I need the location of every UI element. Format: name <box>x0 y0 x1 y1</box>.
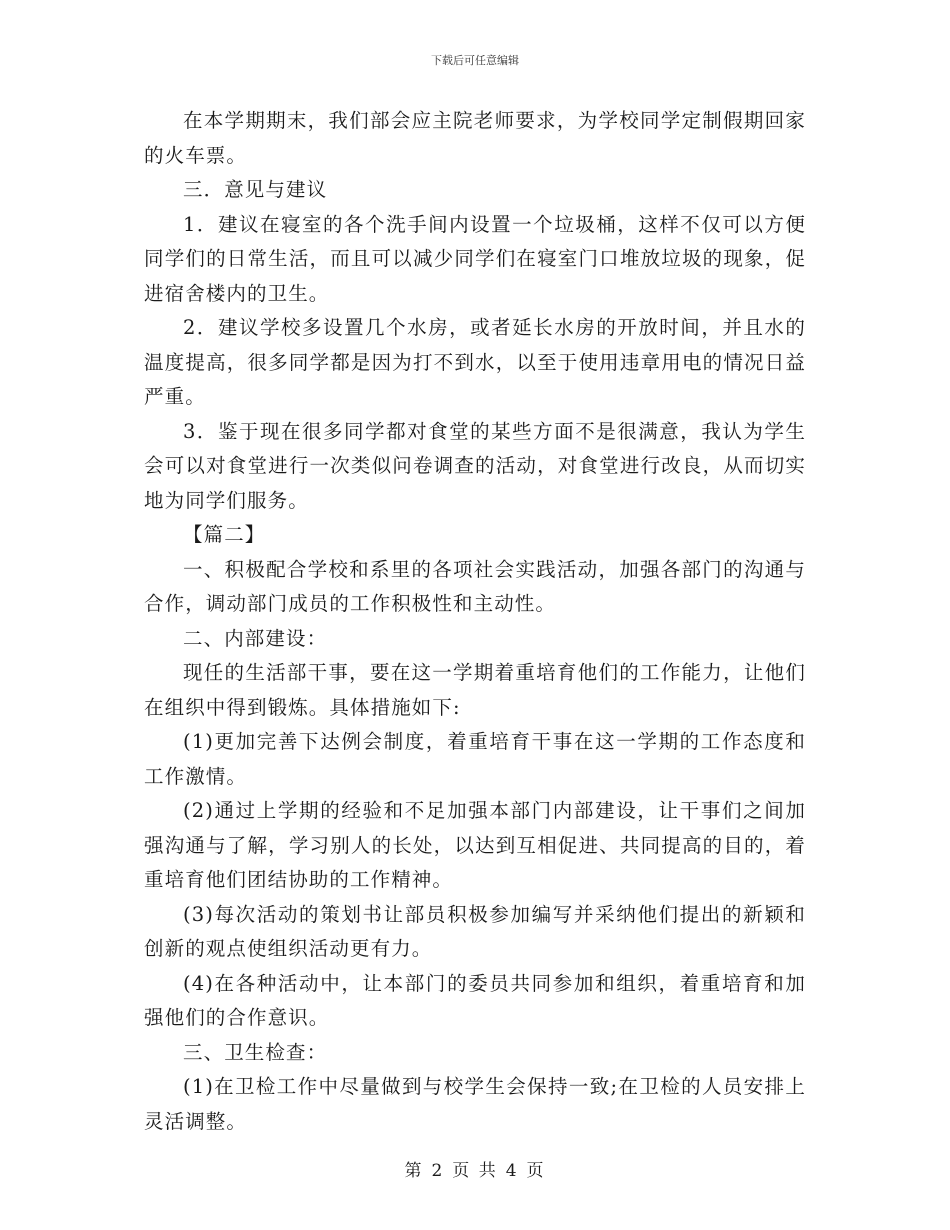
list-item-2: (2)通过上学期的经验和不足加强本部门内部建设，让干事们之间加强沟通与了解，学习别人的长处，以达到互相促进、共同提高的目的，着重培育他们团结协助的工作精神。 <box>144 799 806 891</box>
paragraph-staff-training: 现任的生活部干事，要在这一学期着重培育他们的工作能力，让他们在组织中得到锻炼。具体措施如下: <box>144 661 806 719</box>
footer-middle: 页 共 <box>452 1161 498 1181</box>
footer-total-pages: 4 <box>505 1161 519 1181</box>
paragraph-suggestion-3: 3．鉴于现在很多同学都对食堂的某些方面不是很满意，我认为学生会可以对食堂进行一次类似问卷调查的活动，对食堂进行改良，从而切实地为同学们服务。 <box>144 419 806 512</box>
list-item-1: (1)更加完善下达例会制度，着重培育干事在这一学期的工作态度和工作激情。 <box>144 730 806 788</box>
heading-part-two: 【篇二】 <box>183 523 266 546</box>
document-body <box>144 104 806 1139</box>
paragraph-suggestion-1: 1．建议在寝室的各个洗手间内设置一个垃圾桶，这样不仅可以方便同学们的日常生活，而且可以减少同学们在寝室门口堆放垃圾的现象，促进宿舍楼内的卫生。 <box>144 212 806 305</box>
list-item-4: (4)在各种活动中，让本部门的委员共同参加和组织，着重培育和加强他们的合作意识。 <box>144 971 806 1029</box>
list-item-hygiene-1: (1)在卫检工作中尽量做到与校学生会保持一致;在卫检的人员安排上灵活调整。 <box>144 1075 806 1133</box>
page-header-note: 下载后可任意编辑 <box>431 54 519 67</box>
footer-suffix: 页 <box>526 1161 546 1181</box>
footer-current-page: 2 <box>431 1161 445 1181</box>
heading-opinions-suggestions: 三．意见与建议 <box>183 178 328 201</box>
page-footer <box>0 1156 950 1181</box>
paragraph-train-tickets: 在本学期期末，我们部会应主院老师要求，为学校同学定制假期回家的火车票。 <box>144 109 806 167</box>
heading-internal-building: 二、内部建设： <box>183 626 328 650</box>
paragraph-suggestion-2: 2．建议学校多设置几个水房，或者延长水房的开放时间，并且水的温度提高，很多同学都是因为打不到水，以至于使用违章用电的情况日益严重。 <box>144 316 806 408</box>
paragraph-section-one: 一、积极配合学校和系里的各项社会实践活动，加强各部门的沟通与合作，调动部门成员的工作积极性和主动性。 <box>144 557 806 615</box>
heading-hygiene-check: 三、卫生检查： <box>183 1040 328 1064</box>
list-item-3: (3)每次活动的策划书让部员积极参加编写并采纳他们提出的新颖和创新的观点使组织活动更有力。 <box>144 902 806 960</box>
footer-prefix: 第 <box>404 1161 424 1181</box>
